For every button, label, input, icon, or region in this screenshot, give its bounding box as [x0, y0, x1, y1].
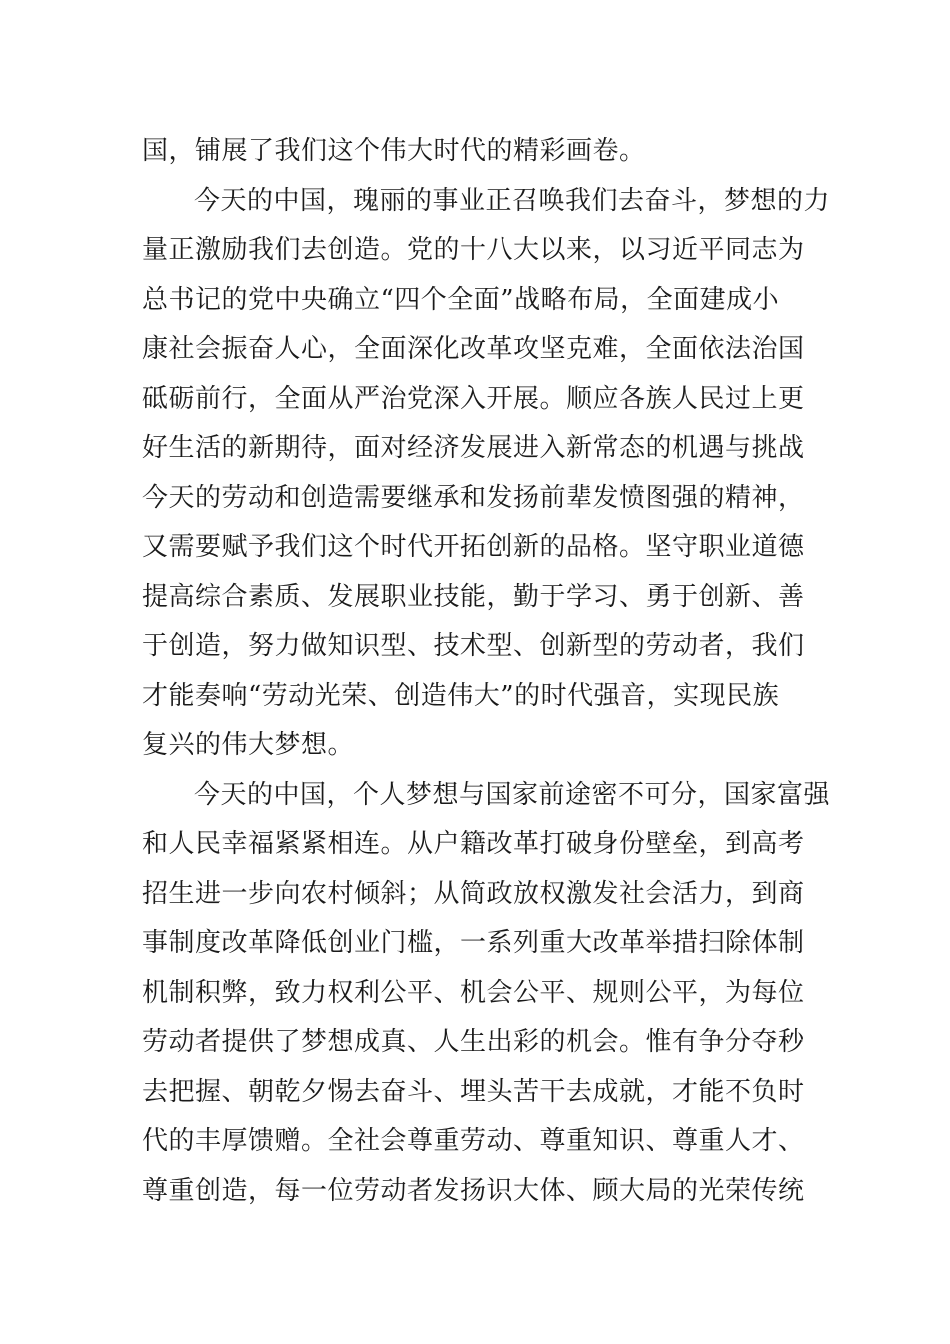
text-line: 提高综合素质、发展职业技能，勤于学习、勇于创新、善 — [142, 581, 805, 612]
text-line: 总书记的党中央确立“四个全面”战略布局，全面建成小 — [142, 284, 780, 315]
text-line: 劳动者提供了梦想成真、人生出彩的机会。惟有争分夺秒 — [142, 1027, 805, 1057]
text-line: 砥砺前行，全面从严治党深入开展。顺应各族人民过上更 — [142, 383, 805, 414]
text-line: 事制度改革降低创业门槛，一系列重大改革举措扫除体制 — [142, 928, 805, 958]
text-line: 代的丰厚馈赠。全社会尊重劳动、尊重知识、尊重人才、 — [142, 1126, 805, 1156]
text-line: 招生进一步向农村倾斜；从简政放权激发社会活力，到商 — [142, 878, 805, 909]
text-line: 机制积弊，致力权利公平、机会公平、规则公平，为每位 — [142, 977, 805, 1008]
text-line: 今天的劳动和创造需要继承和发扬前辈发愤图强的精神， — [142, 482, 805, 513]
text-line: 今天的中国，个人梦想与国家前途密不可分，国家富强 — [194, 779, 831, 810]
text-line: 今天的中国，瑰丽的事业正召唤我们去奋斗，梦想的力 — [194, 185, 831, 216]
text-line: 量正激励我们去创造。党的十八大以来，以习近平同志为 — [142, 235, 805, 265]
text-line: 和人民幸福紧紧相连。从户籍改革打破身份壁垒，到高考 — [142, 829, 805, 859]
text-line: 好生活的新期待，面对经济发展进入新常态的机遇与挑战 — [142, 433, 805, 463]
text-line: 去把握、朝乾夕惕去奋斗、埋头苦干去成就，才能不负时 — [142, 1076, 805, 1107]
document-body — [142, 127, 831, 1216]
text-line: 于创造，努力做知识型、技术型、创新型的劳动者，我们 — [142, 631, 805, 661]
text-line: 国，铺展了我们这个伟大时代的精彩画卷。 — [142, 136, 646, 166]
text-line: 才能奏响“劳动光荣、创造伟大”的时代强音，实现民族 — [142, 680, 780, 711]
text-line: 又需要赋予我们这个时代开拓创新的品格。坚守职业道德 — [142, 532, 805, 562]
text-line: 复兴的伟大梦想。 — [142, 730, 355, 760]
text-line: 尊重创造，每一位劳动者发扬识大体、顾大局的光荣传统 — [142, 1175, 805, 1206]
text-line: 康社会振奋人心，全面深化改革攻坚克难，全面依法治国 — [142, 334, 805, 364]
